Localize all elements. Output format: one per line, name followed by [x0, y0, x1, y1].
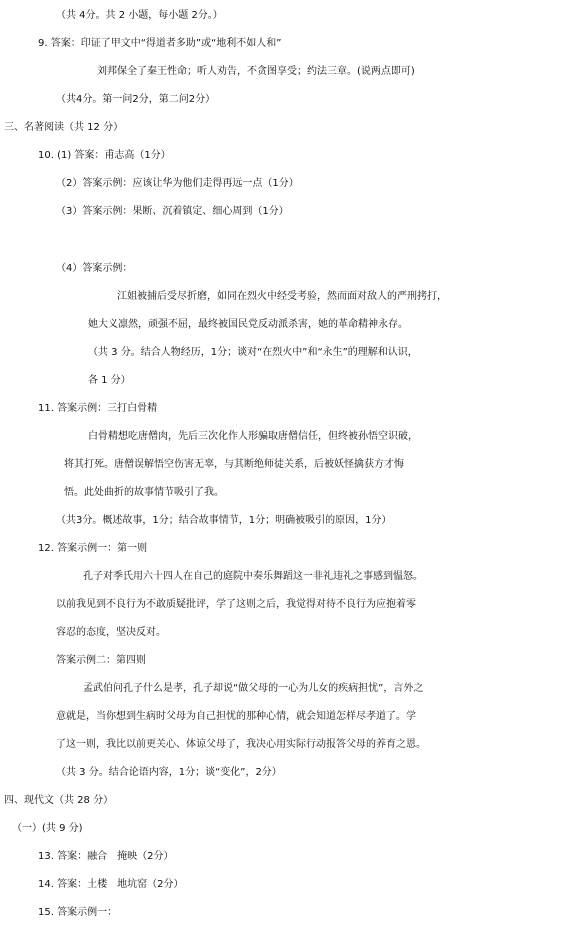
line-4: （共4分。第一问2分，第二问2分）: [56, 94, 216, 105]
line-20: 孔子对季氏用六十四人在自己的庭院中奏乐舞蹈这一非礼违礼之事感到愠怒。: [83, 571, 423, 582]
line-30: 13. 答案：融合 掩映（2分）: [38, 851, 174, 862]
line-14: 11. 答案示例：三打白骨精: [38, 403, 158, 414]
line-7: （2）答案示例：应该让华为他们走得再远一点（1分）: [56, 178, 299, 189]
line-12: （共 3 分。结合人物经历，1分；谈对“在烈火中”和“永生”的理解和认识，: [88, 347, 418, 358]
line-21: 以前我见到不良行为不敢质疑批评，学了这则之后，我觉得对待不良行为应抱着零: [56, 599, 416, 610]
line-17: 悟。此处曲折的故事情节吸引了我。: [64, 487, 224, 498]
line-6: 10. (1) 答案：甫志高（1分）: [38, 150, 171, 161]
line-13: 各 1 分）: [88, 375, 131, 386]
line-19: 12. 答案示例一：第一则: [38, 543, 148, 554]
line-16: 将其打死。唐僧误解悟空伤害无辜，与其断绝师徒关系，后被妖怪擒获方才悔: [64, 459, 404, 470]
line-2: 9. 答案：印证了甲文中“得道者多助”或“地利不如人和”: [38, 38, 282, 49]
section-heading-4: 四、现代文（共 28 分）: [4, 795, 114, 806]
line-24: 孟武伯问孔子什么是孝，孔子却说“做父母的一心为儿女的疾病担忧”，言外之: [83, 683, 424, 694]
line-9: （4）答案示例：: [56, 263, 133, 274]
line-18: （共3分。概述故事，1分；结合故事情节，1分；明确被吸引的原因，1分）: [56, 515, 392, 526]
line-26: 了这一则，我比以前更关心、体谅父母了，我决心用实际行动报答父母的养育之恩。: [56, 739, 426, 750]
line-8: （3）答案示例：果断、沉着镇定、细心周到（1分）: [56, 206, 289, 217]
line-32: 15. 答案示例一：: [38, 907, 118, 918]
line-11: 她大义凛然，顽强不屈，最终被国民党反动派杀害，她的革命精神永存。: [88, 319, 408, 330]
subsection-heading-1: （一）(共 9 分): [12, 823, 83, 834]
line-25: 意就是，当你想到生病时父母为自己担忧的那种心情，就会知道怎样尽孝道了。学: [56, 711, 416, 722]
line-31: 14. 答案：土楼 地坑窑（2分）: [38, 879, 184, 890]
line-22: 容忍的态度，坚决反对。: [56, 627, 166, 638]
line-23: 答案示例二：第四则: [56, 655, 146, 666]
line-27: （共 3 分。结合论语内容，1分；谈“变化”，2分）: [56, 767, 282, 778]
line-1: （共 4分。共 2 小题，每小题 2分。）: [56, 10, 223, 21]
line-15: 白骨精想吃唐僧肉，先后三次化作人形骗取唐僧信任，但终被孙悟空识破，: [88, 431, 418, 442]
line-3: 刘邦保全了秦王性命；听人劝告，不贪图享受；约法三章。(说两点即可): [97, 66, 415, 77]
section-heading-3: 三、名著阅读（共 12 分）: [4, 122, 124, 133]
line-10: 江姐被捕后受尽折磨，如同在烈火中经受考验，然而面对敌人的严刑拷打，: [117, 291, 447, 302]
